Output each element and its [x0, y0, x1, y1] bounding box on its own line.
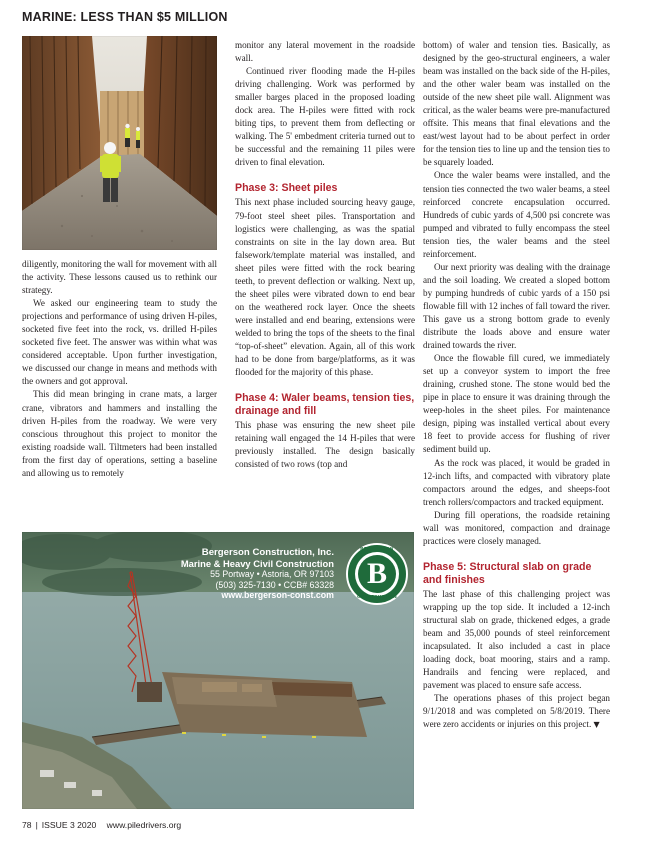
footer-website-link[interactable]: www.piledrivers.org [106, 820, 182, 830]
paragraph: As the rock was placed, it would be graded in 12-inch lifts, and compacted with vibratory plate compactors around the edges, and sheeps-foot trench rollers/compactors and tracked equipment. [423, 457, 610, 507]
paragraph: The last phase of this challenging project was wrapping up the top side. It included a 12-inch structural slab on grade, thickened edges, a grade beam and 35,000 pounds of steel reinforcement incapsulated. It also included a cast in place loading dock, boat mooring, stairs and a ramp. Handrails and fencing were replaced, and pavement was placed to ensure safe access. [423, 588, 610, 691]
footer-separator: | [35, 820, 38, 830]
paragraph: This next phase included sourcing heavy gauge, 79-foot steel sheet piles. Transportation and logistics were challenging, as was the spatial constraints on site in the lay down area. But falsework/template material was installed, and sheet piles were fitted with the rock bearing teeth, to prevent deflection or walking. Next up, the sheet piles were vibrated down to end bear on the weathered rock layer. Once the sheets were installed and end bearing, extensions were welded to bring the tops of the sheets to the final “top-of-sheet” elevation. Again, all of this work had to be done from barge/platforms, as it was flooded for the majority of this phase. [235, 197, 415, 378]
page-number: 78 [22, 820, 32, 830]
paragraph: Once the flowable fill cured, we immediately set up a conveyor system to import the free draining, crushed stone. The stone would bed the pipe in place to ensure it was draining through the weep-holes in the sheet piles. For maintenance design, piping was installed vertical about every 18 feet to provide access for flushing of river sediment build up. [423, 353, 610, 455]
ad-phone: (503) 325-7130 • CCB# 63328 [215, 579, 334, 590]
construction-site-photo [22, 36, 217, 250]
page-footer [22, 820, 181, 830]
paragraph: bottom) of waler and tension ties. Basically, as designed by the geo-structural engineers, a waler beam was installed on the back side of the H-piles, and the other waler beam was installed on the outside of the new sheet pile wall. Alignment was critical, as the waler beams were pre-manufactured offsite. This means that final elevations and the east/west layout had to be about perfect in order for the tension ties to line up and the tension ties to be squarely loaded. [423, 40, 610, 168]
paragraph: Once the waler beams were installed, and the tension ties connected the two waler beams, a steel reinforced concrete encapsulation occurred. Hundreds of cubic yards of 4,500 psi concrete was pumped and vibrated to fully encompass the steel tension ties, the waler beams and the steel reinforcement. [423, 170, 610, 259]
section-label: MARINE: LESS THAN $5 MILLION [22, 10, 228, 24]
down-triangle-icon: ▼ [593, 720, 600, 730]
column-2 [235, 39, 415, 471]
bergerson-advertisement[interactable] [22, 532, 414, 809]
issue-label: ISSUE 3 2020 [41, 820, 97, 830]
paragraph: Continued river flooding made the H-piles driving challenging. Work was performed by smaller barges placed in the proposed loading dock area. The H-piles were fitted with rock biting tips, to prevent them from deflecting or walking. The 5' embedment criteria turned out to be successful and the remaining 11 piles were driven to final elevation. [235, 66, 415, 168]
paragraph: During fill operations, the roadside retaining wall was monitored, compaction and drainage practices were closely managed. [423, 509, 610, 546]
paragraph: This did mean bringing in crane mats, a larger crane, vibrators and hammers and installing the driven H-piles from the roadway. We were very conscious throughout this project to monitor the existing roadside wall. Tiltmeters had been installed from the first day of operations, setting a baseline and allowing us to remotely [22, 389, 217, 478]
section-heading-phase-3: Phase 3: Sheet piles [235, 182, 338, 195]
ad-company-name: Bergerson Construction, Inc. [201, 547, 334, 558]
paragraph-text: The operations phases of this project began 9/1/2018 and was completed on 5/8/2019. There were zero accidents or injuries on this project. [423, 693, 610, 730]
section-heading-phase-4: Phase 4: Waler beams, tension ties, drainage and fill [235, 392, 415, 418]
ad-address: 55 Portway • Astoria, OR 97103 [210, 569, 334, 579]
ad-website-link[interactable]: www.bergerson-const.com [221, 590, 334, 600]
paragraph: diligently, monitoring the wall for movement with all the activity. These lessons caused us to rethink our strategy. [22, 259, 217, 296]
column-1 [22, 258, 217, 480]
paragraph: Our next priority was dealing with the drainage and the soil loading. We created a sloped bottom by pumping hundreds of cubic yards of a 150 psi flowable fill with 12 inches of fall toward the river. This gave us a strong bottom grade to evenly distribute the loads above and ensure water drained towards the river. [423, 261, 611, 351]
bergerson-logo-ring-text-bottom: CONSTRUCTION [357, 594, 397, 599]
ad-tagline: Marine & Heavy Civil Construction [180, 557, 334, 569]
paragraph: monitor any lateral movement in the roadside wall. [235, 40, 415, 64]
bergerson-logo-letter: B [366, 557, 387, 590]
paragraph: This phase was ensuring the new sheet pile retaining wall engaged the 14 H-piles that were previously installed. The design basically consisted of two rows (top and [235, 420, 415, 470]
paragraph: We asked our engineering team to study the projections and performance of using driven H-piles, socketed five feet into the rock, vs. drilled H-piles socketed five feet. The answer was within what was considered acceptable. Upon further investigation, we discussed our change in means and methods with the owners and got approval. [22, 298, 217, 387]
paragraph [423, 692, 610, 731]
bergerson-logo-ring-text-top: BERGERSON [360, 546, 394, 551]
column-3 [423, 39, 610, 731]
ad-contact-block [181, 548, 334, 601]
worker-trench-illustration [22, 36, 217, 250]
section-heading-phase-5: Phase 5: Structural slab on grade and finishes [423, 560, 592, 586]
